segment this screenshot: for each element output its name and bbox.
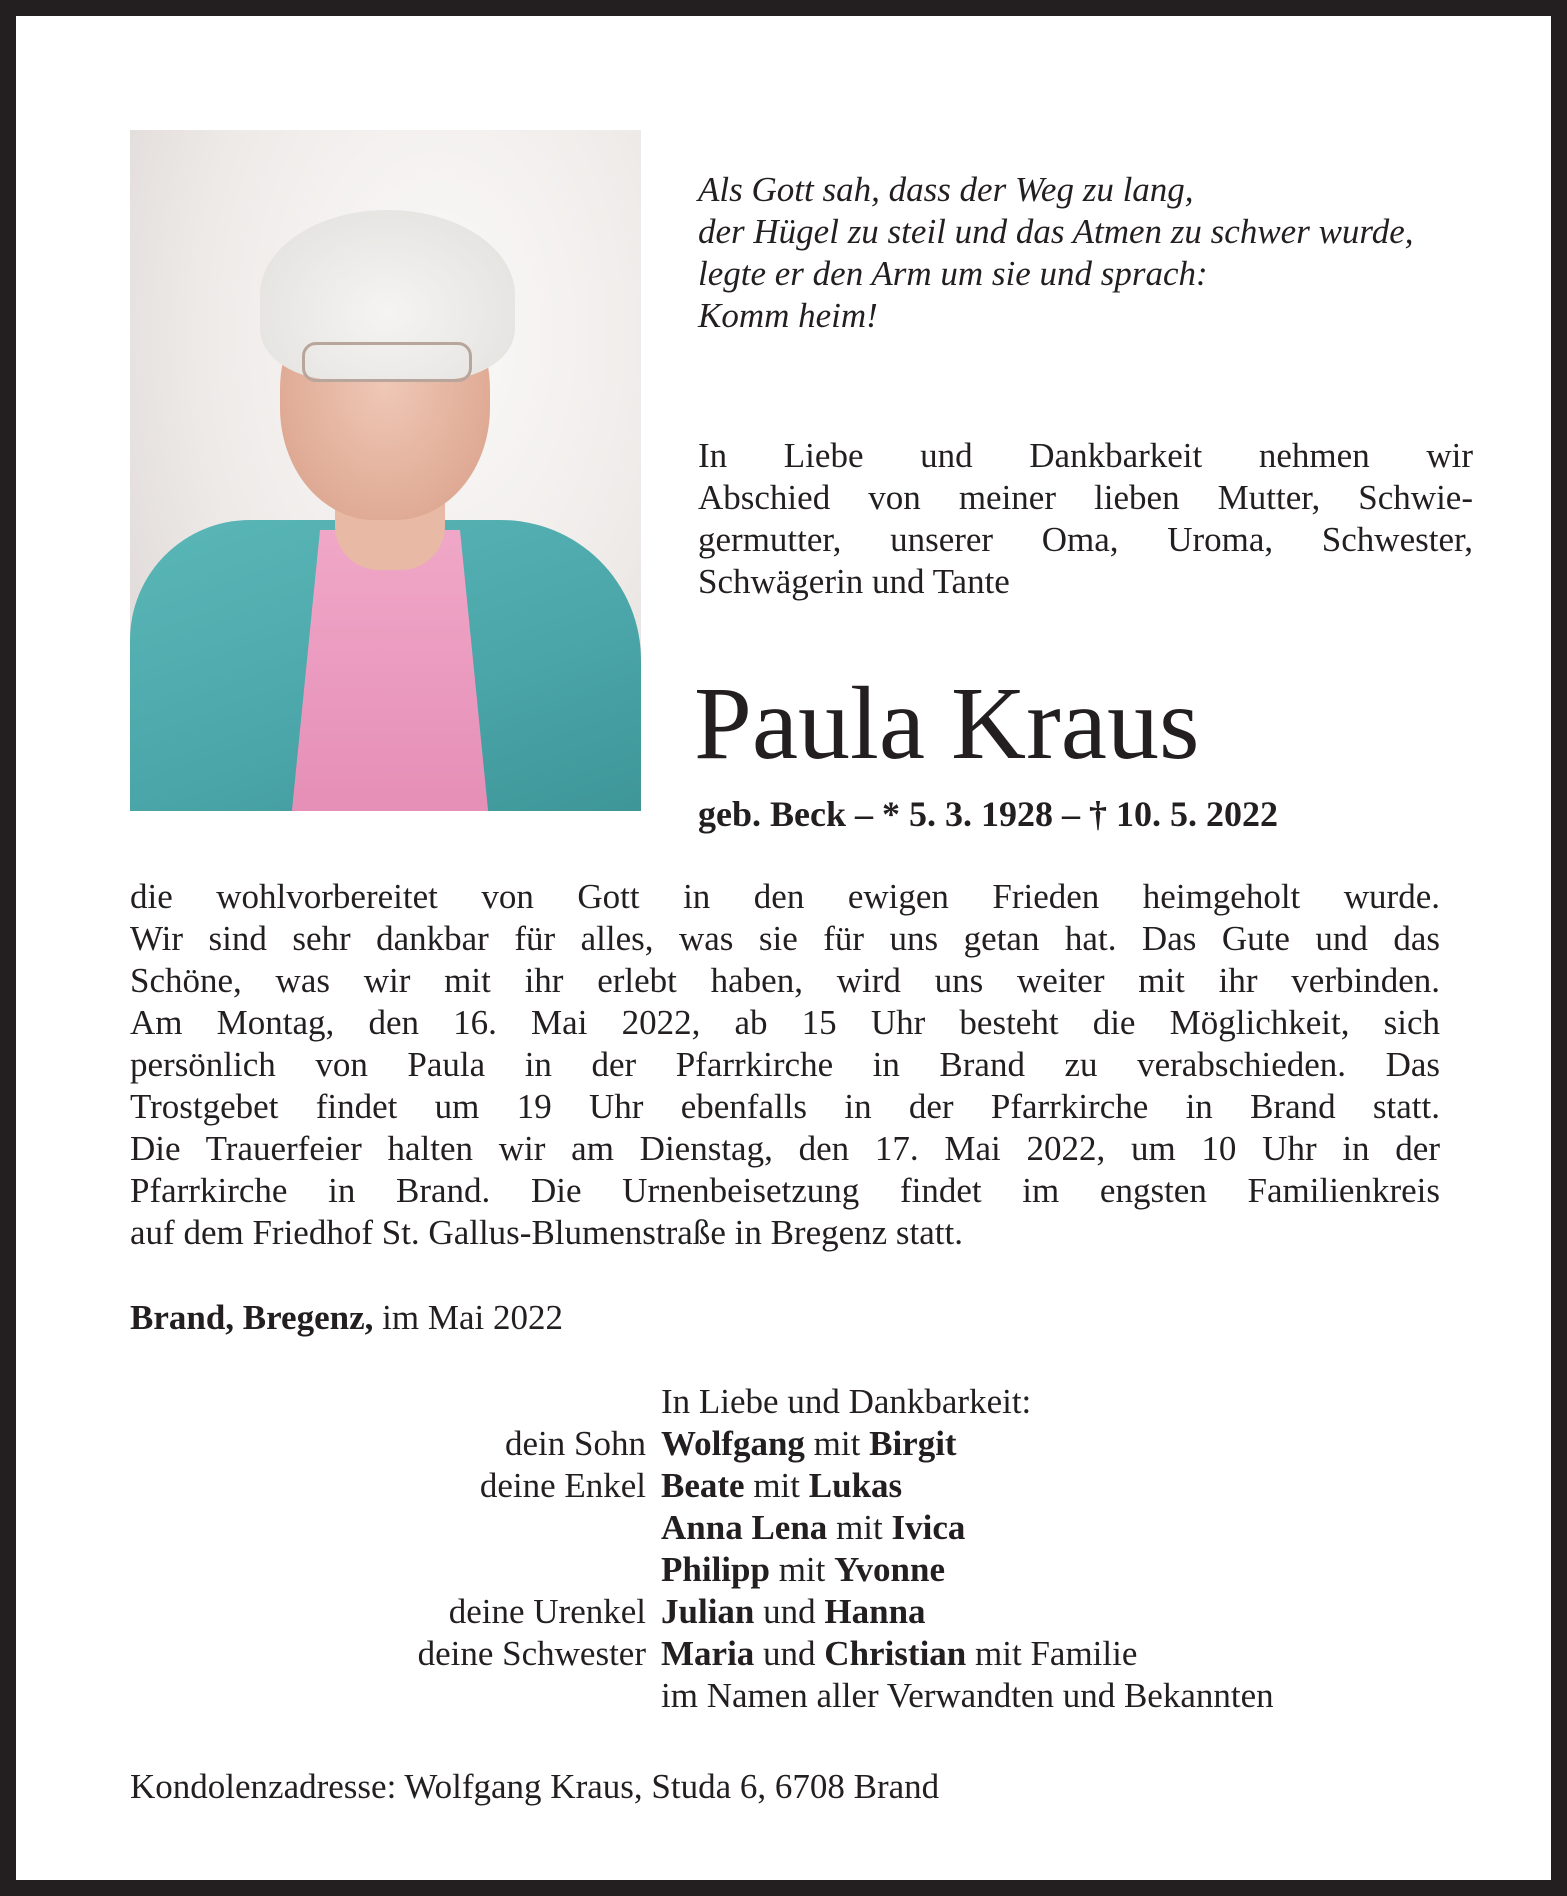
family-row: Anna Lena mit Ivica	[661, 1508, 966, 1547]
intro-line: Abschied von meiner lieben Mutter, Schwie-	[698, 478, 1473, 517]
family-list	[130, 1381, 1274, 1717]
family-footer: im Namen aller Verwandten und Bekannten	[661, 1676, 1274, 1715]
life-dates: geb. Beck – * 5. 3. 1928 – † 10. 5. 2022	[698, 794, 1278, 834]
body-line: Die Trauerfeier halten wir am Dienstag, den 17. Mai 2022, um 10 Uhr in der	[130, 1129, 1440, 1168]
body-line: Schöne, was wir mit ihr erlebt haben, wird uns weiter mit ihr verbinden.	[130, 961, 1440, 1000]
body-line: Am Montag, den 16. Mai 2022, ab 15 Uhr besteht die Möglichkeit, sich	[130, 1003, 1440, 1042]
body-line: Trostgebet findet um 19 Uhr ebenfalls in der Pfarrkirche in Brand statt.	[130, 1087, 1440, 1126]
intro-paragraph	[698, 435, 1473, 603]
body-line: Wir sind sehr dankbar für alles, was sie für uns getan hat. Das Gute und das	[130, 919, 1440, 958]
poem-quote	[698, 169, 1414, 337]
intro-line: germutter, unserer Oma, Uroma, Schwester,	[698, 520, 1473, 559]
quote-line: Komm heim!	[698, 296, 878, 335]
body-line: persönlich von Paula in der Pfarrkirche in Brand zu verabschieden. Das	[130, 1045, 1440, 1084]
body-line: auf dem Friedhof St. Gallus-Blumenstraße in Bregenz statt.	[130, 1213, 964, 1252]
family-row: deine Enkel Beate mit Lukas	[479, 1466, 903, 1505]
intro-line: Schwägerin und Tante	[698, 562, 1010, 601]
obituary-page	[16, 16, 1551, 1880]
deceased-name: Paula Kraus	[694, 666, 1200, 781]
family-row: deine Schwester Maria und Christian mit Familie	[417, 1634, 1138, 1673]
family-row: deine Urenkel Julian und Hanna	[448, 1592, 926, 1631]
place-month: im Mai 2022	[373, 1298, 563, 1337]
intro-line: In Liebe und Dankbarkeit nehmen wir	[698, 436, 1473, 475]
family-row: Philipp mit Yvonne	[661, 1550, 946, 1589]
quote-line: der Hügel zu steil und das Atmen zu schwer wurde,	[698, 212, 1414, 251]
portrait-photo	[130, 130, 641, 811]
condolence-address: Kondolenzadresse: Wolfgang Kraus, Studa 6, 6708 Brand	[130, 1767, 940, 1806]
place-date	[130, 1297, 563, 1339]
body-line: die wohlvorbereitet von Gott in den ewigen Frieden heimgeholt wurde.	[130, 877, 1440, 916]
family-heading: In Liebe und Dankbarkeit:	[661, 1382, 1032, 1421]
body-paragraph	[130, 876, 1440, 1254]
body-line: Pfarrkirche in Brand. Die Urnenbeisetzung findet im engsten Familienkreis	[130, 1171, 1440, 1210]
place-name: Brand, Bregenz,	[130, 1298, 374, 1337]
quote-line: legte er den Arm um sie und sprach:	[698, 254, 1208, 293]
quote-line: Als Gott sah, dass der Weg zu lang,	[698, 170, 1194, 209]
family-row: dein Sohn Wolfgang mit Birgit	[505, 1424, 957, 1463]
